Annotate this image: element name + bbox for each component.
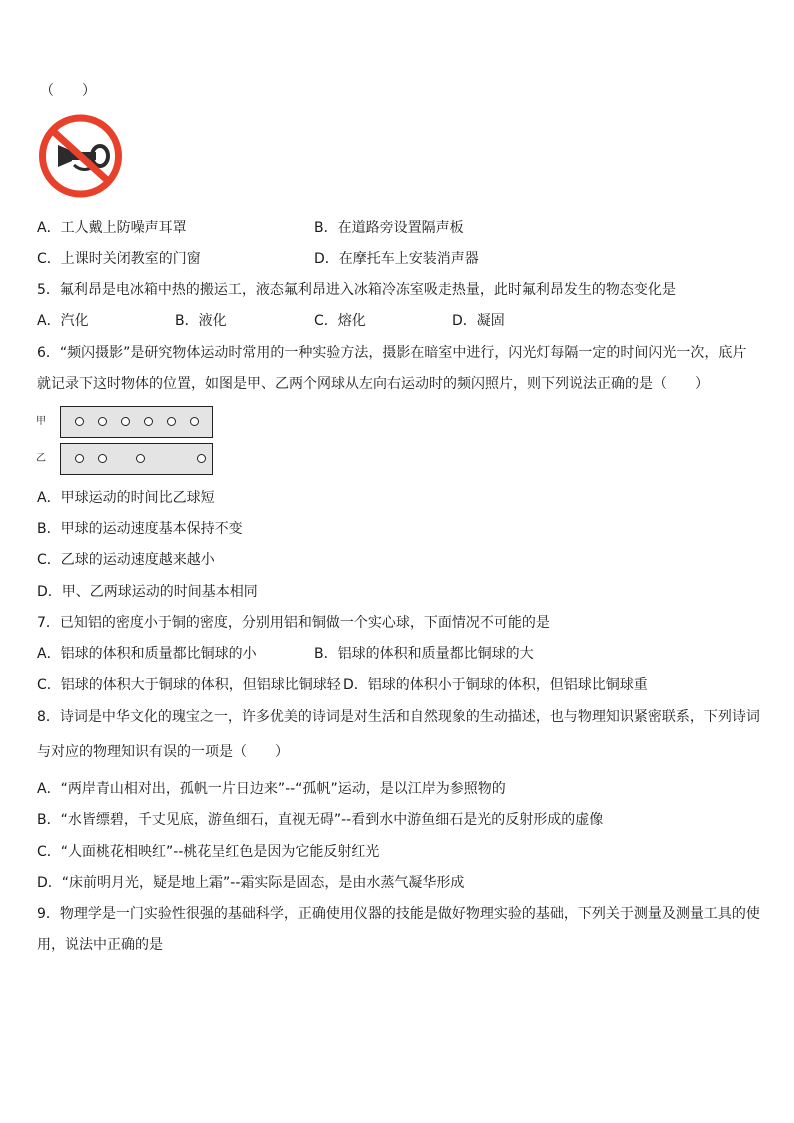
q6-stem-line1: 6．“频闪摄影”是研究物体运动时常用的一种实验方法，摄影在暗室中进行，闪光灯每隔一定的时间闪光一次，底片 <box>37 345 747 361</box>
jia-ball-5 <box>167 417 176 426</box>
q6-option-d: D．甲、乙两球运动的时间基本相同 <box>37 584 258 600</box>
q5-option-a: A．汽化 <box>37 313 89 329</box>
label-jia: 甲 <box>36 416 46 427</box>
q9-stem-line2: 用，说法中正确的是 <box>37 937 163 953</box>
yi-ball-4 <box>197 454 206 463</box>
q5-option-c: C．熔化 <box>314 313 366 329</box>
q5-option-b: B．液化 <box>175 313 227 329</box>
q6-stem-line2: 就记录下这时物体的位置，如图是甲、乙两个网球从左向右运动时的频闪照片，则下列说法正确的是（ ） <box>37 376 709 392</box>
q8-stem-line1: 8．诗词是中华文化的瑰宝之一，许多优美的诗词是对生活和自然现象的生动描述，也与物理知识紧密联系，下列诗词 <box>37 709 760 725</box>
q5-option-d: D．凝固 <box>452 313 505 329</box>
top-blank: （ ） <box>40 83 96 99</box>
q8-option-d: D．“床前明月光，疑是地上霜”--霜实际是固态，是由水蒸气凝华形成 <box>37 875 465 891</box>
strip-jia <box>60 406 213 438</box>
label-yi: 乙 <box>36 453 46 464</box>
q8-option-b: B．“水皆缥碧，千丈见底，游鱼细石，直视无碍”--看到水中游鱼细石是光的反射形成的虚像 <box>37 812 604 828</box>
jia-ball-4 <box>144 417 153 426</box>
strobe-photo-figure <box>36 402 220 480</box>
q8-stem-line2: 与对应的物理知识有误的一项是（ ） <box>37 744 289 760</box>
strip-yi <box>60 443 213 475</box>
yi-ball-2 <box>98 454 107 463</box>
q6-option-b: B．甲球的运动速度基本保持不变 <box>37 521 243 537</box>
jia-ball-2 <box>98 417 107 426</box>
q7-option-a: A．铝球的体积和质量都比铜球的小 <box>37 646 257 662</box>
q4-option-b: B．在道路旁设置隔声板 <box>314 220 464 236</box>
q7-option-b: B．铝球的体积和质量都比铜球的大 <box>314 646 534 662</box>
q6-option-a: A．甲球运动的时间比乙球短 <box>37 490 215 506</box>
jia-ball-6 <box>190 417 199 426</box>
q7-option-d: D．铝球的体积小于铜球的体积，但铝球比铜球重 <box>343 677 648 693</box>
q4-option-d: D．在摩托车上安装消声器 <box>314 251 479 267</box>
q7-option-c: C．铝球的体积大于铜球的体积，但铝球比铜球轻 <box>37 677 341 693</box>
yi-ball-1 <box>75 454 84 463</box>
q8-option-c: C．“人面桃花相映红”--桃花呈红色是因为它能反射红光 <box>37 844 380 860</box>
q4-option-a: A．工人戴上防噪声耳罩 <box>37 220 187 236</box>
yi-ball-3 <box>136 454 145 463</box>
q4-option-c: C．上课时关闭教室的门窗 <box>37 251 201 267</box>
q7-stem: 7．已知铝的密度小于铜的密度，分别用铝和铜做一个实心球，下面情况不可能的是 <box>37 615 550 631</box>
q8-option-a: A．“两岸青山相对出，孤帆一片日边来”--“孤帆”运动，是以江岸为参照物的 <box>37 781 506 797</box>
no-horn-sign-icon <box>38 112 123 200</box>
jia-ball-1 <box>75 417 84 426</box>
q9-stem-line1: 9．物理学是一门实验性很强的基础科学，正确使用仪器的技能是做好物理实验的基础，下列关于测量及测量工具的使 <box>37 906 760 922</box>
q6-option-c: C．乙球的运动速度越来越小 <box>37 552 215 568</box>
jia-ball-3 <box>121 417 130 426</box>
q5-stem: 5．氟利昂是电冰箱中热的搬运工，液态氟利昂进入冰箱冷冻室吸走热量，此时氟利昂发生的物态变化是 <box>37 282 676 298</box>
